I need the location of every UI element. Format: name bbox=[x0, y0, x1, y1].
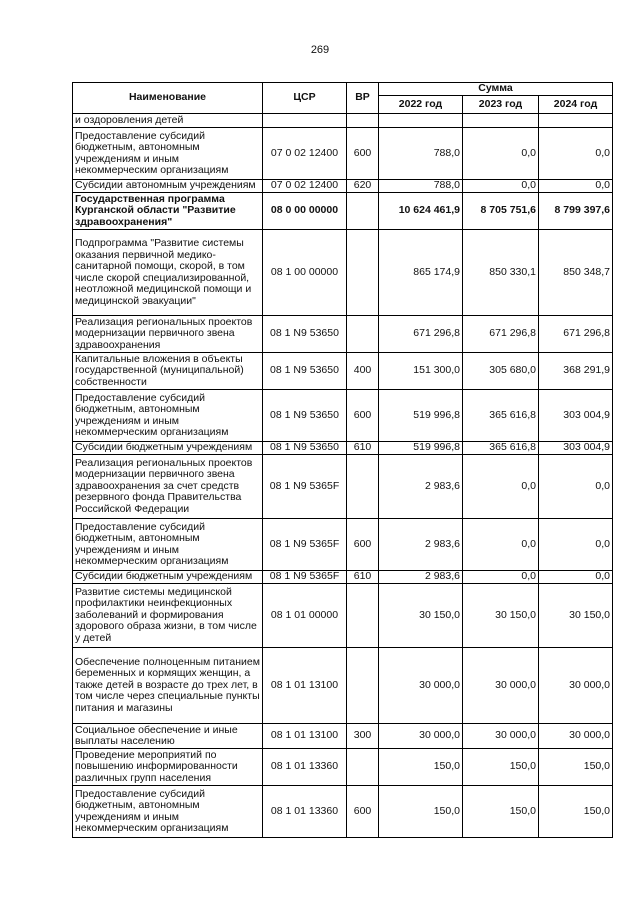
row-name-cell: Государственная программа Курганской области "Развитие здравоохранения" bbox=[73, 193, 263, 230]
row-2022-cell: 519 996,8 bbox=[379, 390, 463, 442]
row-2024-cell: 0,0 bbox=[539, 455, 613, 519]
row-vr-cell bbox=[347, 193, 379, 230]
row-vr-cell bbox=[347, 316, 379, 353]
row-2024-cell: 0,0 bbox=[539, 128, 613, 180]
row-2024-cell bbox=[539, 114, 613, 128]
row-csr-cell: 08 1 N9 5365F bbox=[263, 455, 347, 519]
row-2023-cell: 30 000,0 bbox=[463, 724, 539, 749]
row-2022-cell: 30 000,0 bbox=[379, 648, 463, 724]
row-vr-cell: 400 bbox=[347, 353, 379, 390]
row-2024-cell: 0,0 bbox=[539, 519, 613, 571]
row-name-cell: Субсидии бюджетным учреждениям bbox=[73, 571, 263, 584]
row-2024-cell: 303 004,9 bbox=[539, 442, 613, 455]
table-row bbox=[73, 353, 613, 390]
row-2022-cell bbox=[379, 114, 463, 128]
row-name-cell: Проведение мероприятий по повышению информированности различных групп населения bbox=[73, 749, 263, 786]
row-csr-cell: 08 1 01 00000 bbox=[263, 584, 347, 648]
row-2024-cell: 150,0 bbox=[539, 786, 613, 838]
row-csr-cell: 08 1 01 13100 bbox=[263, 648, 347, 724]
row-name-cell: Обеспечение полноценным питанием беременных и кормящих женщин, а также детей в возрасте до трех лет, в том числе через специальные пункты питания и магазины bbox=[73, 648, 263, 724]
page-number: 269 bbox=[310, 44, 330, 56]
row-vr-cell bbox=[347, 114, 379, 128]
row-csr-cell: 08 1 N9 53650 bbox=[263, 390, 347, 442]
row-2023-cell: 0,0 bbox=[463, 455, 539, 519]
table-header bbox=[73, 83, 613, 114]
row-name-cell: Социальное обеспечение и иные выплаты населению bbox=[73, 724, 263, 749]
row-2023-cell: 0,0 bbox=[463, 180, 539, 193]
table-row bbox=[73, 316, 613, 353]
row-name-cell: Предоставление субсидий бюджетным, автономным учреждениям и иным некоммерческим организациям bbox=[73, 519, 263, 571]
row-csr-cell: 08 1 01 13360 bbox=[263, 786, 347, 838]
row-2024-cell: 0,0 bbox=[539, 571, 613, 584]
row-csr-cell: 08 1 N9 53650 bbox=[263, 353, 347, 390]
row-vr-cell: 610 bbox=[347, 442, 379, 455]
row-csr-cell: 07 0 02 12400 bbox=[263, 128, 347, 180]
row-vr-cell bbox=[347, 749, 379, 786]
table-row bbox=[73, 519, 613, 571]
row-csr-cell: 07 0 02 12400 bbox=[263, 180, 347, 193]
row-2023-cell: 305 680,0 bbox=[463, 353, 539, 390]
header-name: Наименование bbox=[73, 83, 263, 114]
row-2023-cell: 150,0 bbox=[463, 749, 539, 786]
table-row bbox=[73, 648, 613, 724]
row-2022-cell: 2 983,6 bbox=[379, 571, 463, 584]
row-2022-cell: 788,0 bbox=[379, 128, 463, 180]
header-2024: 2024 год bbox=[539, 96, 613, 114]
row-2023-cell: 365 616,8 bbox=[463, 442, 539, 455]
row-2024-cell: 30 150,0 bbox=[539, 584, 613, 648]
row-name-cell: Капитальные вложения в объекты государственной (муниципальной) собственности bbox=[73, 353, 263, 390]
row-2024-cell: 30 000,0 bbox=[539, 648, 613, 724]
table-row bbox=[73, 786, 613, 838]
row-name-cell: Предоставление субсидий бюджетным, автономным учреждениям и иным некоммерческим организациям bbox=[73, 390, 263, 442]
row-2023-cell: 0,0 bbox=[463, 571, 539, 584]
row-2022-cell: 788,0 bbox=[379, 180, 463, 193]
row-2024-cell: 0,0 bbox=[539, 180, 613, 193]
row-2023-cell: 365 616,8 bbox=[463, 390, 539, 442]
table-row bbox=[73, 230, 613, 316]
row-2022-cell: 519 996,8 bbox=[379, 442, 463, 455]
row-name-cell: Реализация региональных проектов модернизации первичного звена здравоохранения bbox=[73, 316, 263, 353]
row-2022-cell: 30 150,0 bbox=[379, 584, 463, 648]
row-name-cell: Предоставление субсидий бюджетным, автономным учреждениям и иным некоммерческим организациям bbox=[73, 128, 263, 180]
row-name-cell: Подпрограмма "Развитие системы оказания первичной медико-санитарной помощи, скорой, в том числе скорой специализированной, неотложной медицинской помощи и медицинской эвакуации" bbox=[73, 230, 263, 316]
row-vr-cell bbox=[347, 455, 379, 519]
row-2023-cell: 671 296,8 bbox=[463, 316, 539, 353]
row-2024-cell: 368 291,9 bbox=[539, 353, 613, 390]
row-2022-cell: 2 983,6 bbox=[379, 455, 463, 519]
row-vr-cell bbox=[347, 584, 379, 648]
row-2024-cell: 8 799 397,6 bbox=[539, 193, 613, 230]
header-csr: ЦСР bbox=[263, 83, 347, 114]
row-csr-cell: 08 1 N9 53650 bbox=[263, 442, 347, 455]
row-2023-cell: 0,0 bbox=[463, 128, 539, 180]
row-2022-cell: 10 624 461,9 bbox=[379, 193, 463, 230]
row-2022-cell: 671 296,8 bbox=[379, 316, 463, 353]
table-row bbox=[73, 724, 613, 749]
row-vr-cell: 620 bbox=[347, 180, 379, 193]
row-vr-cell: 600 bbox=[347, 128, 379, 180]
row-vr-cell: 600 bbox=[347, 390, 379, 442]
row-2022-cell: 30 000,0 bbox=[379, 724, 463, 749]
row-2024-cell: 850 348,7 bbox=[539, 230, 613, 316]
row-2022-cell: 150,0 bbox=[379, 749, 463, 786]
budget-table bbox=[72, 82, 613, 838]
table-row bbox=[73, 128, 613, 180]
header-2023: 2023 год bbox=[463, 96, 539, 114]
row-name-cell: Субсидии бюджетным учреждениям bbox=[73, 442, 263, 455]
header-vr: ВР bbox=[347, 83, 379, 114]
row-name-cell: Предоставление субсидий бюджетным, автономным учреждениям и иным некоммерческим организациям bbox=[73, 786, 263, 838]
row-2022-cell: 865 174,9 bbox=[379, 230, 463, 316]
row-2023-cell: 30 000,0 bbox=[463, 648, 539, 724]
row-2024-cell: 303 004,9 bbox=[539, 390, 613, 442]
table-row bbox=[73, 571, 613, 584]
row-vr-cell bbox=[347, 648, 379, 724]
table-row bbox=[73, 390, 613, 442]
row-2024-cell: 671 296,8 bbox=[539, 316, 613, 353]
row-vr-cell: 300 bbox=[347, 724, 379, 749]
row-csr-cell: 08 1 00 00000 bbox=[263, 230, 347, 316]
row-2022-cell: 150,0 bbox=[379, 786, 463, 838]
row-2023-cell: 0,0 bbox=[463, 519, 539, 571]
row-2023-cell: 30 150,0 bbox=[463, 584, 539, 648]
row-name-cell: Реализация региональных проектов модернизации первичного звена здравоохранения за счет средств резервного фонда Правительства Российской Федерации bbox=[73, 455, 263, 519]
row-csr-cell: 08 1 01 13360 bbox=[263, 749, 347, 786]
row-name-cell: Развитие системы медицинской профилактики неинфекционных заболеваний и формирования здорового образа жизни, в том числе у детей bbox=[73, 584, 263, 648]
table-row bbox=[73, 749, 613, 786]
row-2022-cell: 151 300,0 bbox=[379, 353, 463, 390]
row-2023-cell bbox=[463, 114, 539, 128]
header-2022: 2022 год bbox=[379, 96, 463, 114]
row-vr-cell bbox=[347, 230, 379, 316]
row-2022-cell: 2 983,6 bbox=[379, 519, 463, 571]
table-row bbox=[73, 584, 613, 648]
row-2024-cell: 30 000,0 bbox=[539, 724, 613, 749]
row-csr-cell: 08 1 01 13100 bbox=[263, 724, 347, 749]
row-vr-cell: 600 bbox=[347, 786, 379, 838]
row-vr-cell: 600 bbox=[347, 519, 379, 571]
row-csr-cell bbox=[263, 114, 347, 128]
table-row bbox=[73, 455, 613, 519]
row-name-cell: и оздоровления детей bbox=[73, 114, 263, 128]
header-sum: Сумма bbox=[379, 83, 613, 96]
row-csr-cell: 08 1 N9 5365F bbox=[263, 571, 347, 584]
row-2023-cell: 150,0 bbox=[463, 786, 539, 838]
row-csr-cell: 08 0 00 00000 bbox=[263, 193, 347, 230]
row-2023-cell: 8 705 751,6 bbox=[463, 193, 539, 230]
row-csr-cell: 08 1 N9 53650 bbox=[263, 316, 347, 353]
row-csr-cell: 08 1 N9 5365F bbox=[263, 519, 347, 571]
row-vr-cell: 610 bbox=[347, 571, 379, 584]
table-body bbox=[73, 114, 613, 838]
table-row bbox=[73, 193, 613, 230]
table-row bbox=[73, 180, 613, 193]
table-row bbox=[73, 114, 613, 128]
row-name-cell: Субсидии автономным учреждениям bbox=[73, 180, 263, 193]
row-2023-cell: 850 330,1 bbox=[463, 230, 539, 316]
row-2024-cell: 150,0 bbox=[539, 749, 613, 786]
table-row bbox=[73, 442, 613, 455]
